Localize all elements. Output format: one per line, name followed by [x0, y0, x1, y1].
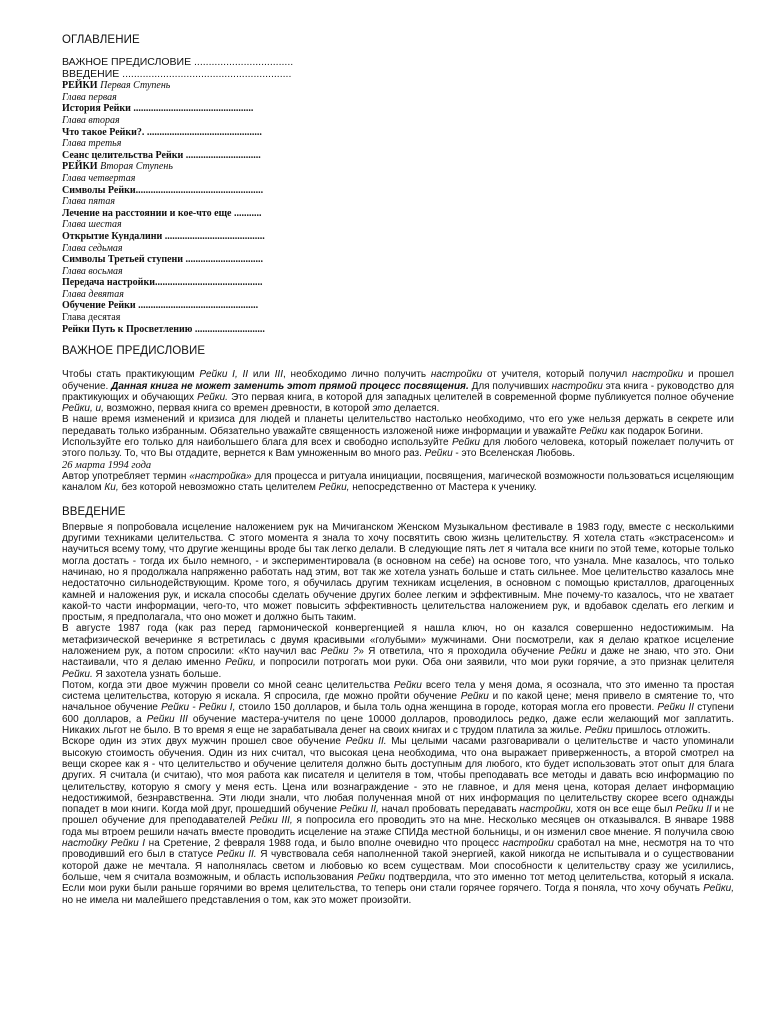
- text-run: Рейки II: [675, 804, 712, 816]
- intro-paragraph-3: [62, 680, 734, 736]
- text-run: Впервые я попробовала исцеление наложением рук на Мичиганском Женском Музыкальном фестивале в 1983 году, вместе с несколькими другими техниками целительства. С этого момента я знала то хочу посвятить свою жизнь целительству. Я хотела стать «экстрасенсом» и научиться всему тому, что другие женщины вроде бы так легко делали. В следующие пять лет я читала все книги по этой теме, которые только могла достать - тогда их было немного, - и экспериментировала (в основном на себе) на основе того, что узнала. Мне казалось, что только начинаю, но я продолжала напряженно работать над этим, вот так же хотела узнать больше и стать сильнее. Мое целительство казалось мне недостаточно сильнодействующим. Кроме того, я обучилась другим техникам исцеления, в основном с помощью кристаллов, драгоценных камней и наложения рук, и искала способы сделать обучение других более легким и эффективным. Мне почему-то казалось, что не хватает какой-то части информации, чего-то, что может повысить эффективность целительства наложением рук, и вдобавок сделать его легким и простым, я предполагала, что оно может и должно быть таким.: [62, 521, 734, 624]
- preface-heading: ВАЖНОЕ ПРЕДИСЛОВИЕ: [62, 345, 206, 358]
- toc-entry-label: Глава шестая: [62, 219, 122, 231]
- text-run: ступени 600 долларов, а: [62, 702, 734, 725]
- document-page: [62, 34, 734, 906]
- toc-entry-label: Глава вторая: [62, 114, 120, 126]
- text-run: от учителя, который получил: [482, 369, 632, 381]
- text-run: Рейки: [558, 645, 587, 657]
- text-run: как подарок Богини.: [607, 425, 704, 437]
- toc-entry-label: Лечение на расстоянии и кое-что еще ...........: [62, 207, 262, 219]
- text-run: Вскоре один из этих двух мужчин прошел свое обучение: [62, 736, 346, 748]
- text-run: и по какой цене; меня привело в смятение то, что начальное обучение: [62, 691, 734, 714]
- toc-entry-label: РЕЙКИ: [62, 80, 98, 92]
- toc-entry[interactable]: [62, 300, 734, 312]
- toc-entry-label: Рейки Путь к Просветлению ............................: [62, 323, 265, 335]
- toc-entry[interactable]: [62, 161, 734, 173]
- text-run: Рейки: [460, 691, 489, 703]
- text-run: Рейки.: [62, 668, 93, 680]
- text-run: Рейки I, II: [199, 369, 249, 381]
- table-of-contents: [62, 57, 734, 335]
- toc-entry-label: Глава первая: [62, 91, 117, 103]
- preface-date: 26 марта 1994 года: [62, 459, 152, 471]
- text-run: это: [372, 403, 392, 415]
- text-run: «настройка»: [189, 471, 252, 483]
- preface-paragraph-4: [62, 471, 734, 494]
- text-run: и даже не знаю, что это. Они настаивали, что я делаю именно: [62, 645, 735, 669]
- text-run: Рейки,: [318, 482, 350, 494]
- text-run: Чтобы стать практикующим: [62, 369, 200, 381]
- text-run: Для получивших: [468, 380, 552, 392]
- text-run: , необходимо лично получить: [282, 369, 431, 381]
- text-run: Рейки II: [657, 702, 695, 714]
- text-run: эта книга - руководство для практикующих и обучающих: [62, 380, 734, 403]
- toc-entry[interactable]: [62, 231, 734, 243]
- intro-heading: ВВЕДЕНИЕ: [62, 505, 126, 518]
- toc-entry-label: РЕЙКИ: [62, 161, 98, 173]
- text-run: Это первая книга, в которой для западных целителей в современной форме публикуется полное обучение: [227, 391, 734, 403]
- text-run: на Сретение, 2 февраля 1988 года, и было вполне очевидно что процесс: [145, 838, 503, 850]
- toc-entry-label: Символы Рейки...................................................: [62, 184, 264, 196]
- text-run: - это Вселенская Любовь.: [452, 448, 576, 460]
- text-run: или: [248, 369, 275, 381]
- toc-entry[interactable]: [62, 312, 734, 324]
- intro-paragraph-4: [62, 736, 734, 905]
- toc-entry-subtitle: Первая Ступень: [97, 80, 171, 92]
- toc-entry-label: Глава десятая: [62, 312, 121, 324]
- preface-paragraph-3: [62, 437, 734, 460]
- text-run: Рейки ?: [320, 645, 359, 657]
- toc-entry-label: Обучение Рейки ................................................: [62, 300, 259, 312]
- text-run: В августе 1987 года (как раз перед гармонической конвергенцией я нашла ключ, но он казался совершенно недостижимым. На метафизической вечеринке я встретилась с двумя красивыми «голубыми» мужчинами. Они посмотрели, как я делаю краткое исцеление наложением рук, а потом спросили: «Кто научил вас: [62, 623, 734, 657]
- text-run: » Я ответила, что я проходила обучение: [358, 645, 559, 657]
- text-run: для процесса и ритуала инициации, посвящения, магической возможности пользоваться исцеляющим каналом: [62, 471, 734, 494]
- toc-entry[interactable]: [62, 173, 734, 185]
- toc-entry[interactable]: [62, 219, 734, 231]
- text-run: я попросила его проводить это на мне. Несколько месяцев он отказывался. В январе 1988 года мы втроем решили начать вместе проводить исцеление на этаже СПИДа местной больницы, и он изменил свое мнение. Я получила свою: [62, 815, 735, 838]
- text-run: Рейки: [451, 437, 480, 449]
- text-run: для любого человека, который пожелает получить от этого пользу. То, что Вы отдадите, вернется к Вам умноженным во много раз.: [62, 437, 735, 460]
- text-run: стоило 150 долларов, и была толь одна женщина в городе, которая могла его провести.: [235, 702, 658, 714]
- toc-entry[interactable]: [62, 185, 734, 197]
- toc-entry-label: Символы Третьей ступени ...............................: [62, 254, 264, 266]
- text-run: Рейки II.: [216, 849, 257, 861]
- toc-entry[interactable]: [62, 115, 734, 127]
- preface-section: [62, 369, 734, 493]
- text-run: Рейки.: [197, 391, 228, 403]
- toc-entry[interactable]: [62, 138, 734, 150]
- text-run: и прошел обучение.: [62, 369, 734, 392]
- text-run: Рейки: [579, 425, 608, 437]
- toc-entry-label: Открытие Кундалини ........................................: [62, 230, 265, 242]
- text-run: настройки,: [519, 804, 574, 816]
- text-run: Я чувствовала себя наполненной такой энергией, какой никогда не испытывала и о существовании которой даже не мечтала. Я наполнялась светом и любовью ко всем существам. Мои способности к целительству сразу же усилились, больше, чем я считала возможным, и область использования: [62, 849, 735, 883]
- text-run: но не имела ни малейшего представления о том, как это может произойти.: [62, 894, 412, 906]
- text-run: Рейки,: [225, 657, 256, 669]
- text-run: Рейки - Рейки I,: [161, 702, 236, 714]
- text-run: Потом, когда эти двое мужчин провели со мной сеанс целительства: [62, 679, 394, 691]
- toc-entry[interactable]: [62, 80, 734, 92]
- intro-section: [62, 522, 734, 906]
- toc-entry-label: Глава третья: [62, 138, 122, 150]
- toc-entry-label: История Рейки ................................................: [62, 103, 254, 115]
- text-run: настройки: [551, 380, 603, 392]
- toc-entry-label: Глава пятая: [62, 196, 116, 208]
- text-run: III: [274, 369, 283, 381]
- text-run: Рейки: [424, 448, 453, 460]
- preface-paragraph-2: [62, 414, 734, 437]
- text-run: всего тела у меня дома, я осознала, что это именно та простая система целительства, которую я искала. Я спросила, где можно пройти обучение: [62, 679, 734, 703]
- text-run: Рейки II,: [339, 804, 379, 816]
- text-run: начал пробовать передавать: [378, 804, 520, 816]
- text-run: Мы целыми часами разговаривали о целительстве и часто упоминали высокую стоимость обучения. Один из них считал, что высокая цена необходима, что она выражает приверженность, а второй смотрел на вещи скорее как я - что целительство и обучение целителя должно быть доступным для любого, кто будет использовать этот опыт для блага других. Я считала (и считаю), что моя работа как писателя и целителя в том, чтобы преподавать все методы и давать всю информацию по целительству, которую я смогу у меня есть. Цена или вознаграждение - это не главное, и для меня цена, которая делает информацию недостижимой, безнравственна. Эти люди знали, что любая полученная мной от них информация по целительству скорее всего однажды попадет в мои книги. Когда мой друг, прошедший обучение: [62, 736, 734, 816]
- text-run: пришлось отложить.: [612, 725, 711, 737]
- text-run: Рейки: [357, 871, 386, 883]
- toc-entry-label: Глава седьмая: [62, 242, 123, 254]
- toc-entry[interactable]: [62, 324, 734, 336]
- toc-entry-label: Глава девятая: [62, 288, 124, 300]
- text-run: и не прошел обучение для преподавателей: [62, 804, 735, 827]
- text-run: Рейки III,: [249, 815, 293, 827]
- text-run: В наше время изменений и кризиса для людей и планеты целительство настолько необходимо, что его уже нельзя держать в секрете или передавать только избранным. Обязательно уважайте священность изложеной ниже информации и уважайте: [62, 414, 734, 437]
- toc-entry[interactable]: [62, 266, 734, 278]
- toc-entry-label: ВАЖНОЕ ПРЕДИСЛОВИЕ ..................................: [62, 56, 294, 68]
- toc-entry[interactable]: [62, 150, 734, 162]
- text-run: возможно, первая книга со времен древности, в которой: [103, 403, 373, 415]
- text-run: Данная книга не может заменить этот прямой процесс посвящения.: [111, 380, 469, 392]
- preface-paragraph-1: [62, 369, 734, 414]
- toc-entry[interactable]: [62, 103, 734, 115]
- toc-entry[interactable]: [62, 254, 734, 266]
- toc-entry-label: Сеанс целительства Рейки ..............................: [62, 149, 261, 161]
- toc-entry[interactable]: [62, 92, 734, 104]
- intro-paragraph-1: [62, 522, 734, 624]
- toc-entry[interactable]: [62, 208, 734, 220]
- text-run: Я захотела узнать больше.: [92, 668, 222, 680]
- toc-entry[interactable]: [62, 243, 734, 255]
- text-run: Рейки: [393, 679, 422, 691]
- toc-heading: ОГЛАВЛЕНИЕ: [62, 34, 140, 46]
- text-run: обучение мастера-учителя по цене 10000 долларов, проводилось редко, даже если желающий мог заплатить. Никаких льгот не было. В то время я еще не зарабатывала денег на своих книгах и с трудом платила за жилье.: [62, 713, 734, 737]
- text-run: Рейки II.: [345, 736, 387, 748]
- toc-entry-label: Что такое Рейки?. ..............................................: [62, 126, 262, 138]
- text-run: Используйте его только для наибольшего блага для всех и свободно используйте: [62, 437, 452, 449]
- text-run: и попросили потрогать мои руки. Оба они заявили, что мои руки горячие, а это признак целителя: [255, 657, 735, 669]
- text-run: Рейки, и,: [62, 403, 104, 415]
- text-run: непосредственно от Мастера к ученику.: [349, 482, 537, 494]
- text-run: Рейки,: [703, 883, 734, 895]
- text-run: хотя он все еще был: [573, 804, 676, 816]
- text-run: без которой невозможно стать целителем: [118, 482, 319, 494]
- toc-entry[interactable]: [62, 69, 734, 81]
- text-run: настойку Рейки I: [62, 838, 146, 850]
- toc-entry[interactable]: [62, 196, 734, 208]
- toc-entry-label: Глава четвертая: [62, 172, 136, 184]
- text-run: Рейки III: [146, 713, 188, 725]
- text-run: делается.: [391, 403, 440, 415]
- text-run: настройки: [430, 369, 483, 381]
- text-run: Автор употребляет термин: [62, 471, 190, 483]
- intro-paragraph-2: [62, 623, 734, 679]
- text-run: настройки: [631, 369, 684, 381]
- toc-entry-label: ВВЕДЕНИЕ ..........................................................: [62, 67, 292, 80]
- toc-entry-label: Глава восьмая: [62, 265, 123, 277]
- text-run: Рейки: [584, 725, 613, 737]
- toc-entry-label: Передача настройки...........................................: [62, 277, 263, 289]
- text-run: сработал на мне, несмотря на то что проводивший его был в статусе: [62, 838, 734, 861]
- text-run: Ки,: [104, 482, 119, 494]
- text-run: настройки: [502, 838, 554, 850]
- text-run: подтвердила, что это именно тот метод целительства, который я искала. Если мои руки были раньше горячими во время целительства, то теперь они стали горячее горячего. Тогда я поняла, что хочу обучать: [62, 871, 734, 895]
- toc-entry[interactable]: [62, 289, 734, 301]
- toc-entry-subtitle: Вторая Ступень: [97, 161, 173, 173]
- toc-entry[interactable]: [62, 127, 734, 139]
- toc-entry[interactable]: [62, 277, 734, 289]
